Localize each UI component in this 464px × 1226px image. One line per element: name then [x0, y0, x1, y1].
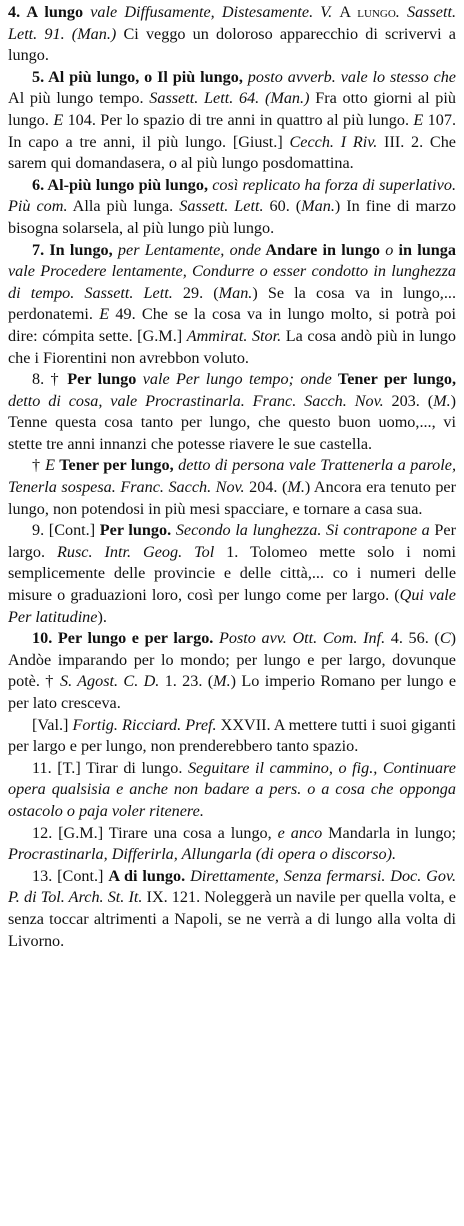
entry-text-segment: vale Diffusamente, Distesamente. V. [90, 3, 340, 21]
entry-text-segment: La cosa andò più in lungo che i Fiorentini non avrebbon voluto. [8, 326, 456, 367]
entry-text-segment: posto avverb. vale lo stesso che [247, 67, 456, 86]
entry-text-segment: 9. [Cont.] [32, 521, 100, 540]
dictionary-entry [8, 823, 456, 866]
entry-text-segment: Rusc. Intr. Geog. Tol [57, 542, 215, 561]
entry-text-segment: ) Andòe imparando per lo mondo; per lungo e per largo, dovunque potè. † [8, 629, 457, 691]
dictionary-entry [8, 628, 456, 714]
entry-text-segment: Cecch. I Riv. [289, 132, 378, 151]
entry-text-segment: Seguitare il cammino, o fig., Continuare opera qualsisia e anche non badare a pers. o a cosa che opponga ostacolo o paja voler ritenere. [8, 758, 456, 820]
entry-text-segment: detto di cosa, vale Procrastinarla. Franc. Sacch. Nov. [8, 391, 384, 410]
entry-text-segment: A di lungo. [108, 866, 191, 885]
entry-text-segment: 49. Che se la cosa va in lungo molto, si potrà poi dire: cómpita sette. [G.M.] [8, 305, 457, 345]
entry-text-segment: detto di persona vale Trattenerla a parole, Tenerla sospesa. Franc. Sacch. Nov. [8, 456, 456, 497]
entry-text-segment: ) Lo imperio Romano per lungo e per lato cresceva. [8, 672, 456, 712]
entry-text-segment: o [385, 240, 394, 259]
entry-text-segment: ) In fine di marzo bisogna solarsela, al più lungo più lungo. [8, 197, 457, 237]
entry-text-segment: E [99, 305, 110, 324]
dictionary-entry [8, 240, 456, 370]
entry-text-segment: Tener per lungo, [331, 370, 457, 389]
dictionary-entry [8, 866, 456, 952]
entry-text-segment: S. Agost. C. D. [59, 672, 160, 691]
entry-text-segment: M. [287, 478, 305, 497]
entry-text-segment: III. 2. Che sarem qui domandasera, o al più lungo posdomattina. [8, 132, 456, 173]
entry-text-segment: 8. † [32, 370, 68, 389]
entry-text-segment: in lunga [393, 240, 456, 259]
entry-text-segment: E [53, 110, 64, 129]
entry-text-segment: Qui vale Per latitudine [8, 586, 456, 626]
entry-text-segment: Ammirat. Stor. [186, 326, 282, 345]
entry-text-segment: vale Procedere lentamente, Condurre o esser condotto in lunghezza di tempo. Sassett. Lett. [8, 262, 456, 302]
dictionary-entry [8, 2, 456, 67]
entry-text-segment: E [45, 456, 55, 475]
entry-text-segment: M. [213, 672, 231, 691]
entry-text-segment: 204. ( [244, 478, 288, 497]
entry-text-segment: Sassett. Lett. [179, 197, 264, 216]
entry-text-segment: vale Per lungo tempo; onde [142, 370, 332, 389]
entry-text-segment: ) Ancora era tenuto per lungo, non potendosi in più mesi spacciare, e tornare a casa sua. [8, 478, 456, 518]
entry-text-segment: 104. Per lo spazio di tre anni in quattro al più lungo. [63, 110, 414, 129]
entry-text-segment: per Lentamente, onde [117, 240, 262, 259]
dictionary-entry [8, 520, 456, 628]
entry-text-segment: così replicato ha forza di superlativo. Più com. [8, 175, 456, 216]
entry-text-segment: 60. ( [263, 197, 302, 216]
entry-text-segment: M. [433, 391, 451, 410]
entry-text-segment: [Val.] [32, 715, 73, 734]
entry-text-segment: Mandarla in lungo; [322, 823, 457, 842]
entry-text-segment: Per lungo [67, 370, 143, 389]
entry-text-segment: e anco [277, 823, 323, 842]
entry-text-segment: E [413, 110, 424, 129]
entry-text-segment: Procrastinarla, Differirla, Allungarla (di opera o discorso). [8, 845, 397, 864]
entry-text-segment: ) Tenne questa cosa tanto per lungo, che questo buon uomo,..., vi stette tre anni innanzi che potesse riavere le sue castella. [8, 391, 457, 453]
entry-text-segment: Alla più lunga. [67, 197, 180, 216]
entry-text-segment: Fortig. Ricciard. Pref. [72, 715, 217, 734]
entry-text-segment: Andare in lungo [261, 240, 386, 259]
dictionary-entry [8, 67, 456, 175]
entry-text-segment: IX. 121. Noleggerà un navile per quella volta, e senza toccar altrimenti a Napoli, se ne verrà a di lungo alla volta di Livorno. [8, 888, 456, 950]
dictionary-entry [8, 369, 456, 455]
entry-text-segment: 1. 23. ( [159, 672, 214, 691]
entry-text-segment: Per lungo. [99, 521, 176, 540]
entry-text-segment: Posto avv. Ott. Com. Inf. [219, 629, 386, 648]
entry-text-segment: A lungo [339, 3, 396, 21]
entry-text-segment: 4. 56. ( [385, 629, 440, 648]
entry-text-segment: 1. Tolomeo mette solo i nomi semplicemente delle provincie e delle città,... co i numeri delle misure o graduazioni loro, così per lungo come per largo. ( [8, 542, 456, 605]
entry-text-segment: . Sassett. Lett. 91. (Man.) [8, 3, 457, 43]
entry-text-segment: Ci veggo un doloroso apparecchio di scrivervi a lungo. [8, 24, 456, 65]
entry-text-segment: 203. ( [383, 391, 434, 410]
entry-text-segment: 11. [T.] Tirar di lungo. [32, 758, 188, 777]
entry-text-segment: Al più lungo tempo. [8, 89, 150, 108]
entry-text-segment: 5. Al più lungo, o Il più lungo, [32, 67, 248, 86]
entry-text-segment: Man. [218, 283, 253, 302]
entry-text-segment: XXVII. A mettere tutti i suoi giganti per largo e per lungo, non prenderebbero tanto spazio. [8, 715, 457, 756]
entry-text-segment: ). [97, 607, 107, 626]
entry-text-segment: Man. [301, 197, 335, 216]
dictionary-entry [8, 715, 456, 758]
entry-text-segment: Fra otto giorni al più lungo. [8, 89, 456, 129]
entry-text-segment: C [439, 629, 451, 648]
dictionary-entry [8, 758, 456, 823]
entry-text-segment: 13. [Cont.] [32, 866, 109, 885]
dictionary-entry [8, 175, 456, 240]
entry-text-segment: Sassett. Lett. 64. (Man.) [149, 89, 310, 108]
entry-text-segment: ) Se la cosa va in lungo,... perdonatemi. [8, 283, 456, 324]
entry-text-segment: Direttamente, Senza fermarsi. Doc. Gov. P. di Tol. Arch. St. It. [8, 866, 456, 907]
entry-text-segment: 6. Al-più lungo più lungo, [32, 175, 213, 194]
entry-text-segment: † [32, 456, 46, 475]
entry-text-segment: 29. ( [172, 283, 219, 302]
dictionary-entry [8, 455, 456, 520]
entry-text-segment: 107. In capo a tre anni, il più lungo. [Giust.] [8, 110, 456, 151]
entry-text-segment: 4. A lungo [8, 3, 91, 21]
entry-text-segment: Secondo la lunghezza. Si contrapone a [175, 521, 430, 540]
entry-text-segment: Tener per lungo, [54, 456, 179, 475]
entry-text-segment: 10. Per lungo e per largo. [32, 629, 219, 648]
entry-text-segment: 12. [G.M.] Tirare una cosa a lungo, [32, 823, 278, 842]
entry-text-segment: Per largo. [8, 521, 457, 561]
entry-text-segment: 7. In lungo, [32, 240, 118, 259]
